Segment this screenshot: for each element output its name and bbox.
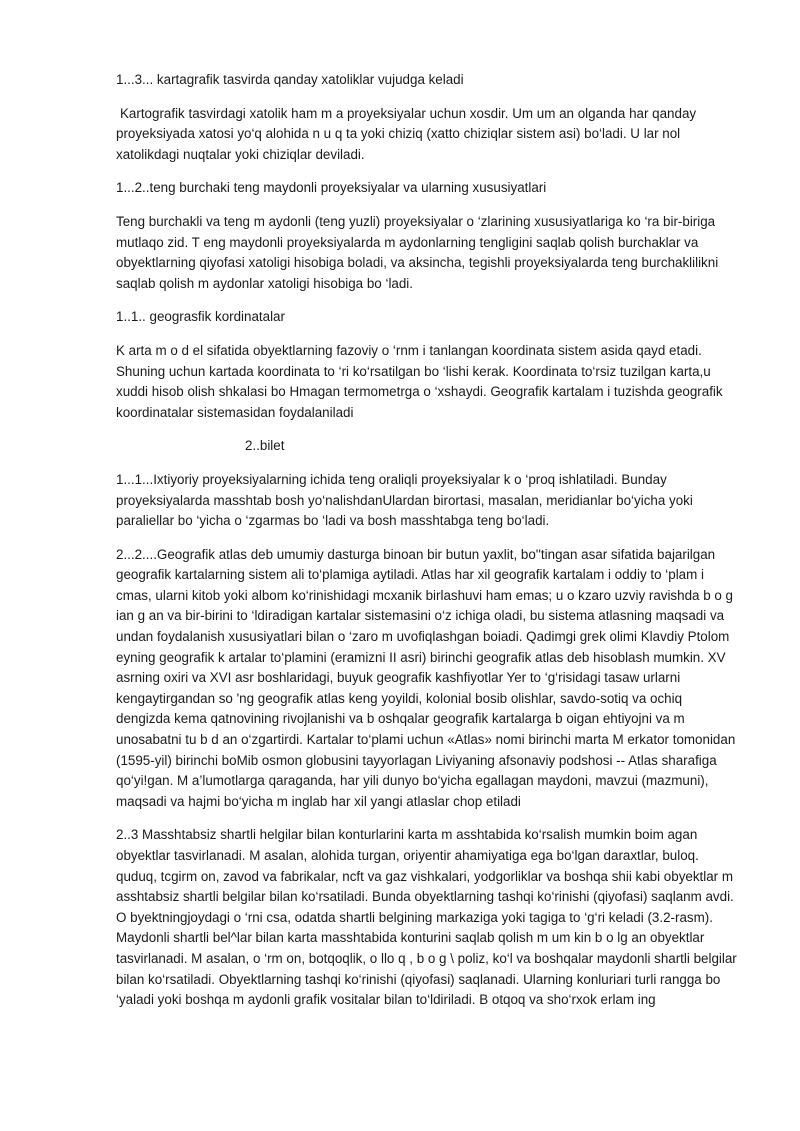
section-heading-teng-burchakli: 1...2..teng burchaki teng maydonli proyeksiyalar va ularning xususiyatlari [116, 180, 547, 196]
paragraph-kartografik-xatolik: Kartografik tasvirdagi xatolik ham m a proyeksiyalar uchun xosdir. Um um an olganda har qanday proyeksiyada xatosi yo‘q alohida n u q ta yoki chiziq (xatto chiziqlar sistem asi) bo‘ladi. U lar nol xatolikdagi nuqtalar yoki chiziqlar deviladi. [116, 105, 697, 162]
paragraph-geografik-atlas: 2...2....Geografik atlas deb umumiy dasturga binoan bir butun yaxlit, bo''tingan asar sifatida bajarilgan geografik kartalarning sistem ali to‘plamiga aytiladi. Atlas har xil geografik kartalam i oddiy to ‘plam i cmas, ularni kitob yoki albom ko‘rinishidagi mcxanik birlashuvi ham emas; u o kzaro uzviy ravishda b o g ian g an va bir-birini to ‘ldiradigan kartalar sistemasini o‘z ichiga oladi, bu sistema atlasning maqsadi va undan foydalanish xususiyatlari bilan o ‘zaro m uvofiqlashgan boiadi. Qadimgi grek olimi Klavdiy Ptolom eyning geografik k artalar to‘plamini (eramizni II asri) birinchi geografik atlas deb hisoblash mumkin. XV asrning oxiri va XVI asr boshlaridagi, buyuk geografik kashfiyotlar Yer to ‘g‘risidagi tasaw urlarni kengaytirgandan so 'ng geografik atlas keng yoyildi, kolonial bosib olishlar, savdo-sotiq va ochiq dengizda kema qatnovining rivojlanishi va b oshqalar geografik kartalarga b oigan ehtiyojni va m unosabatni tu b d an o‘zgartirdi. Kartalar to‘plami uchun «Atlas» nomi birinchi marta M erkator tomonidan (1595-yil) birinchi boMib osmon globusini tayyorlagan Liviyaning afsonaviy podshosi -- Atlas sharafiga qo‘yi!gan. M a’lumotlarga qaraganda, har yili dunyo bo‘yicha egallagan maydoni, mavzui (mazmuni), maqsadi va hajmi bo‘yicha m inglab har xil yangi atlaslar chop etiladi [116, 546, 736, 809]
paragraph-teng-burchakli: Teng burchakli va teng m aydonli (teng yuzli) proyeksiyalar o ‘zlarining xususiyatlariga ko ‘ra bir-biriga mutlaqo zid. T eng maydonli proyeksiyalarda m aydonlarning tengligini saqlab qolish burchaklar va obyektlarning qiyofasi xatoligi hisobiga boladi, va aksincha, tegishli proyeksiyalarda teng burchaklilikni saqlab qolish m aydonlar xatoligi hisobiga bo ‘ladi. [116, 213, 719, 291]
section-heading-geografik-koordinatalar: 1..1.. geograsfik kordinatalar [116, 309, 285, 325]
section-heading-kartografik-xatoliklar: 1...3... kartagrafik tasvirda qanday xatoliklar vujudga keladi [116, 72, 464, 87]
bilet-label: 2..bilet [245, 438, 285, 454]
paragraph-ixtiyoriy-proyeksiyalar: 1...1...Ixtiyoriy proyeksiyalarning ichida teng oraliqli proyeksiyalar k o ‘proq ishlatiladi. Bunday proyeksiyalarda masshtab bosh yo‘nalishdanUlardan birortasi, masalan, meridianlar bo‘yicha yoki paraliellar bo ‘yicha o ‘zgarmas bo ‘ladi va bosh masshtabga teng bo‘ladi. [116, 471, 693, 529]
paragraph-masshtabsiz-belgilar: 2..3 Masshtabsiz shartli helgilar bilan konturlarini karta m asshtabida ko‘rsalish mumkin boim agan obyektlar tasvirlanadi. M asalan, alohida turgan, oriyentir ahamiyatiga ega bo‘lgan daraxtlar, buloq. quduq, tcgirm on, zavod va fabrikalar, ncft va gaz vishkalari, yodgorliklar va boshqa shii kabi obyektlar m asshtabsiz shartli belgilar bilan ko‘rsatiladi. Bunda obyektlarning tashqi ko‘rinishi (qiyofasi) saqlanm avdi. O byektningjoydagi o ‘rni csa, odatda shartli belgining markaziga yoki tagiga to ‘g‘ri keladi (3.2-rasm). Maydonli shartli bel^lar bilan karta masshtabida konturini saqlab qolish m um kin b o lg an obyektlar tasvirlanadi. M asalan, o ‘rm on, botqoqlik, o llo q , b o g \ poliz, ko‘l va boshqalar maydonli shartli belgilar bilan ko‘rsatiladi. Obyektlarning tashqi ko‘rinishi (qiyofasi) saqlanadi. Ularning konluriari turli rangga bo ‘yaladi yoki boshqa m aydonli grafik vositalar bilan to‘ldiriladi. B otqoq va sho‘rxok erlam ing [116, 827, 737, 1008]
document-body [116, 70, 740, 1024]
paragraph-geografik-koordinatalar: K arta m o d el sifatida obyektlarning fazoviy o ‘rnm i tanlangan koordinata sistem asida qayd etadi. Shuning uchun kartada koordinata to ‘ri ko‘rsatilgan bo ‘lishi kerak. Koordinata to‘rsiz tuzilgan karta,u xuddi hisob olish shkalasi bo Hmagan termometrga o ‘xshaydi. Geografik kartalam i tuzishda geografik koordinatalar sistemasidan foydalaniladi [116, 342, 723, 420]
